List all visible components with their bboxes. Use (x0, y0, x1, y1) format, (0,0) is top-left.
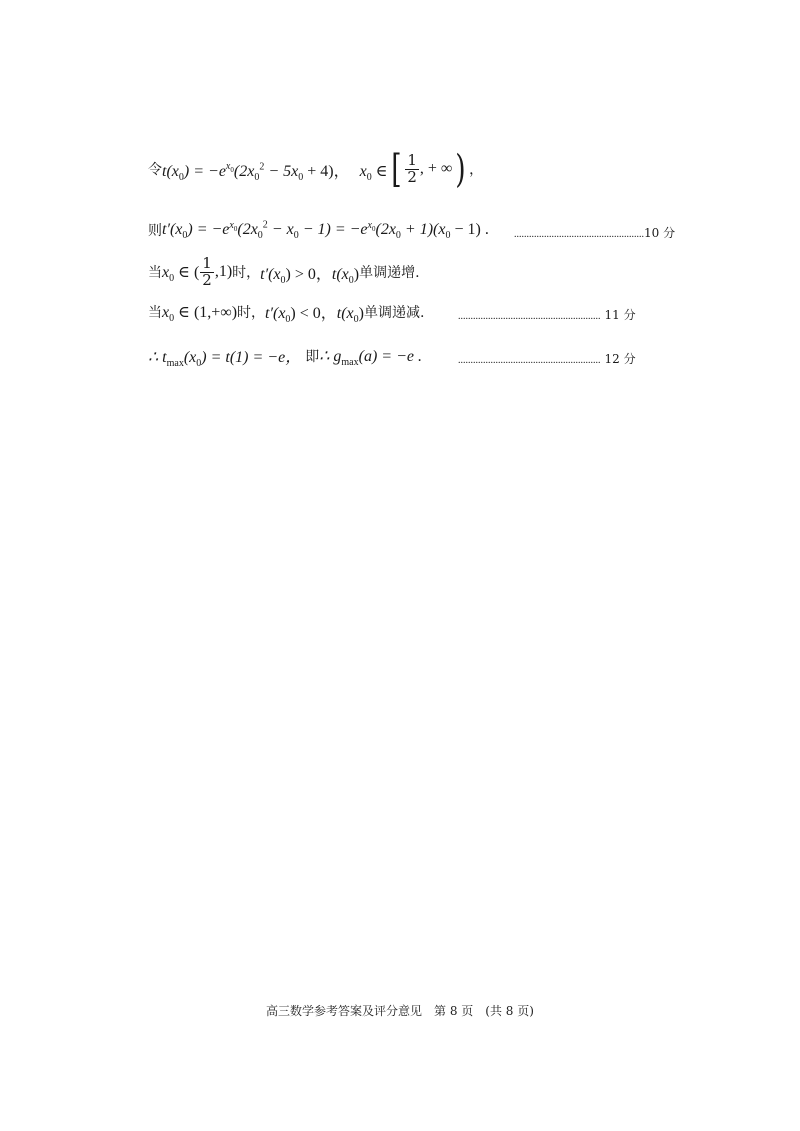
score-label: 12 分 (604, 352, 636, 366)
lead-char: 当 (148, 265, 162, 282)
score-label: 10 分 (644, 226, 676, 240)
equation-line-1 (148, 147, 484, 191)
equation-line-4 (148, 300, 425, 326)
interval-end: ,1) (214, 263, 233, 281)
equation-line-2 (148, 220, 489, 240)
math-expression: ∴ $t_{max}(x_0) = t(1) = -e$， (148, 349, 302, 370)
page-footer: 高三数学参考答案及评分意见 第 8 页 (共 8 页) (266, 1004, 534, 1018)
conclusion-text: 即 (305, 348, 320, 365)
score-10 (514, 224, 675, 241)
equation-line-3 (148, 256, 420, 289)
line-end: ， (469, 162, 484, 178)
monotonic-text: 单调递减. (363, 304, 425, 321)
condition-text: 时， (232, 265, 261, 282)
math-expression: $x_0$ ∈ (1,+∞) (162, 303, 238, 324)
lead-char: 令 (148, 162, 162, 178)
monotonic-text: 单调递增. (359, 265, 420, 282)
score-12 (458, 350, 636, 367)
math-expression: $t(x_0) = -e^{x_0}(2x_0^2 - 5x_0 + 4)$， $x_0$ ∈ (162, 161, 388, 183)
fraction-one-half: $\frac{1}{2}$ (202, 254, 212, 289)
leader-dots: .................................................... (514, 229, 644, 240)
lead-char: 当 (148, 304, 162, 321)
leader-dots: ......................................................... (458, 355, 601, 366)
fraction-one-half: $\frac{1}{2}$ (407, 150, 417, 186)
math-expression: ∴ $g_{max}(a) = -e$ . (319, 347, 422, 368)
right-paren: ) (455, 147, 466, 191)
left-bracket: [ (390, 147, 402, 191)
condition-text: 时， (237, 304, 266, 321)
math-expression: $x_0$ ∈ ( (162, 264, 200, 285)
score-label: 11 分 (604, 308, 636, 322)
derivative-sign: $t'(x_0) > 0$，$t(x_0)$ (260, 265, 360, 286)
derivative-sign: $t'(x_0) < 0$，$t(x_0)$ (265, 305, 364, 326)
equation-line-5 (148, 344, 422, 370)
lead-char: 则 (148, 223, 162, 239)
interval-upper: , + ∞ (419, 160, 453, 177)
score-11 (458, 306, 636, 323)
math-expression: $t'(x_0) = -e^{x_0}(2x_0^2 - x_0 - 1) = -e^{x_0}(2x_0 + 1)(x_0 - 1)$ . (162, 219, 489, 242)
leader-dots: ......................................................... (458, 311, 601, 322)
